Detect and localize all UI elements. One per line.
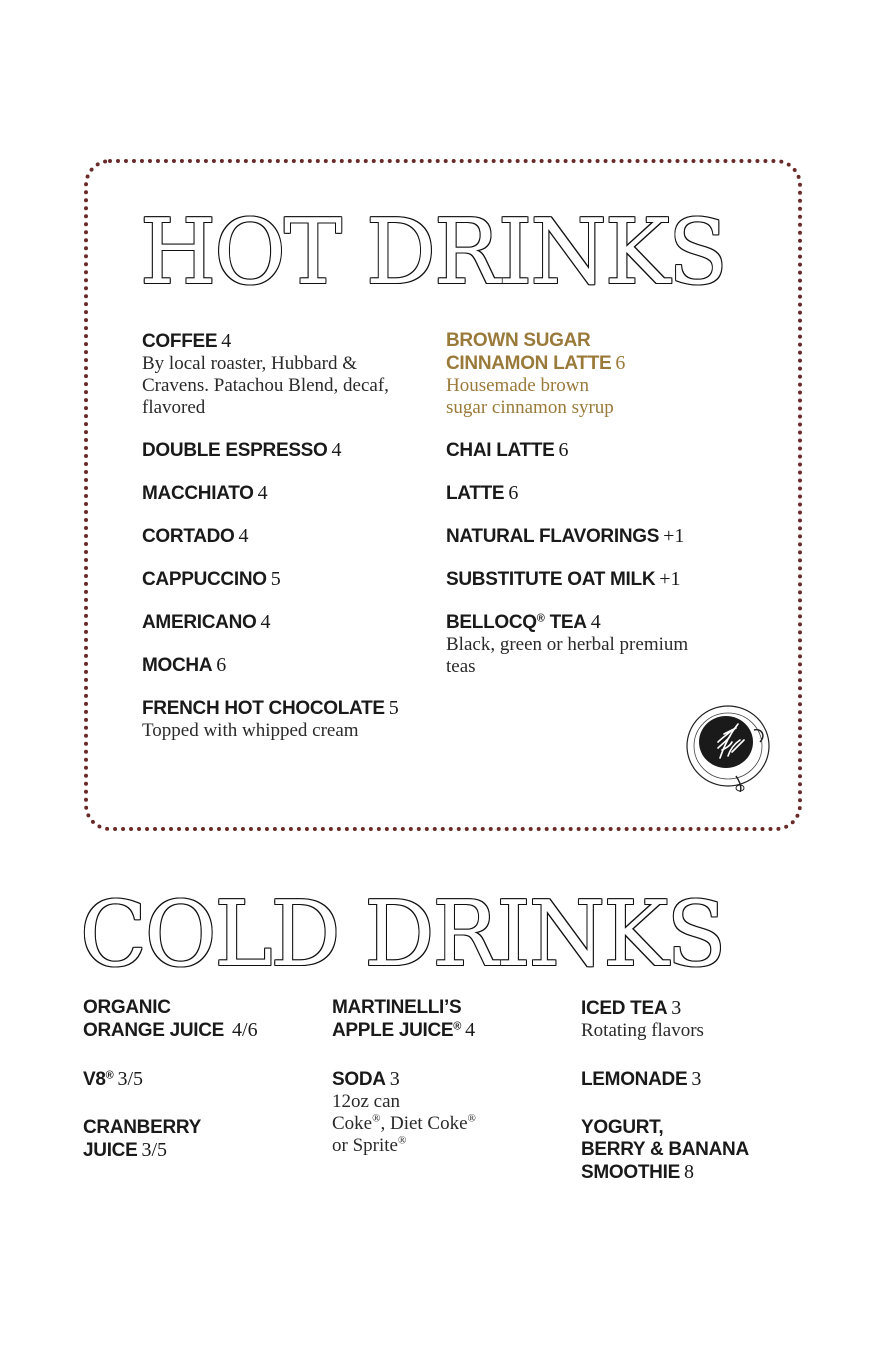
item-name: CINNAMON LATTE	[446, 353, 612, 374]
menu-item-soda	[332, 1068, 562, 1157]
menu-item-lemonade	[581, 1068, 831, 1091]
cold-column-1	[83, 997, 313, 1182]
item-name: CRANBERRY	[83, 1117, 201, 1138]
cold-column-3	[581, 997, 831, 1204]
item-price: 6	[558, 439, 569, 461]
menu-item-mocha	[142, 654, 432, 677]
item-name: SUBSTITUTE OAT MILK	[446, 569, 656, 590]
item-price: 6	[508, 482, 519, 504]
item-price: 4	[238, 525, 249, 547]
item-desc: Black, green or herbal premium	[446, 634, 689, 655]
item-price: 8	[683, 1161, 694, 1183]
hot-drinks-title: HOT DRINKS	[140, 200, 726, 305]
item-desc: Cravens. Patachou Blend, decaf,	[142, 375, 389, 396]
item-name: BELLOCQ	[446, 612, 537, 633]
registered-mark: ®	[397, 1134, 407, 1147]
item-price: 5	[270, 568, 281, 590]
item-name: AMERICANO	[142, 612, 257, 633]
item-name: YOGURT,	[581, 1117, 664, 1138]
registered-mark: ®	[372, 1112, 381, 1125]
desc-part: Coke	[332, 1113, 373, 1134]
registered-mark: ®	[105, 1069, 114, 1082]
registered-mark: ®	[467, 1112, 476, 1125]
item-desc	[332, 1135, 562, 1157]
menu-item-martinellis-apple-juice	[332, 997, 562, 1042]
menu-item-brown-sugar-cinnamon-latte	[446, 330, 746, 419]
menu-item-cranberry-juice	[83, 1117, 313, 1162]
menu-item-macchiato	[142, 482, 432, 505]
item-price: 3	[671, 997, 682, 1019]
menu-item-v8	[83, 1068, 313, 1091]
item-price: 3/5	[141, 1139, 168, 1161]
item-name: ICED TEA	[581, 998, 668, 1019]
item-price: +1	[659, 568, 681, 590]
item-name: CORTADO	[142, 526, 235, 547]
item-price: 3	[691, 1068, 702, 1090]
item-price: 4	[257, 482, 268, 504]
item-desc: flavored	[142, 397, 206, 418]
item-name: ORANGE JUICE	[83, 1020, 225, 1041]
item-price: 6	[615, 352, 626, 374]
menu-item-latte	[446, 482, 746, 505]
item-price: 3/5	[117, 1068, 144, 1090]
menu-item-americano	[142, 611, 432, 634]
registered-mark: ®	[453, 1020, 462, 1033]
item-desc: teas	[446, 656, 476, 677]
item-price: 4	[260, 611, 271, 633]
item-name: JUICE	[83, 1140, 138, 1161]
item-name: V8	[83, 1069, 106, 1090]
cold-column-2	[332, 997, 562, 1177]
item-price: 4	[590, 611, 601, 633]
item-price: 4/6	[232, 1019, 258, 1041]
item-name: BERRY & BANANA	[581, 1139, 749, 1160]
item-desc: sugar cinnamon syrup	[446, 397, 614, 418]
menu-item-cortado	[142, 525, 432, 548]
item-price: 5	[388, 697, 399, 719]
item-desc	[332, 1113, 562, 1135]
registered-mark: ®	[536, 612, 545, 625]
item-desc: By local roaster, Hubbard &	[142, 353, 358, 374]
hot-left-column	[142, 330, 432, 762]
cold-drinks-title: COLD DRINKS	[80, 882, 725, 987]
item-name: APPLE JUICE	[332, 1020, 454, 1041]
item-name: SMOOTHIE	[581, 1162, 680, 1183]
item-price: 6	[216, 654, 227, 676]
menu-item-chai-latte	[446, 439, 746, 462]
item-name: SODA	[332, 1069, 386, 1090]
menu-item-organic-orange-juice	[83, 997, 313, 1042]
item-name: MACCHIATO	[142, 483, 254, 504]
item-name: TEA	[544, 612, 587, 633]
item-name: FRENCH HOT CHOCOLATE	[142, 698, 385, 719]
menu-item-cappuccino	[142, 568, 432, 591]
item-name: MOCHA	[142, 655, 213, 676]
item-name: LATTE	[446, 483, 505, 504]
item-name: CHAI LATTE	[446, 440, 555, 461]
desc-part: , Diet Coke	[380, 1113, 468, 1134]
item-name: DOUBLE ESPRESSO	[142, 440, 328, 461]
item-desc: 12oz can	[332, 1091, 401, 1112]
item-desc: Housemade brown	[446, 375, 589, 396]
item-price: 4	[465, 1019, 476, 1041]
desc-part: or Sprite	[332, 1135, 398, 1156]
item-desc: Topped with whipped cream	[142, 720, 359, 741]
item-name: CAPPUCCINO	[142, 569, 267, 590]
menu-item-substitute-oat-milk	[446, 568, 746, 591]
item-name: NATURAL FLAVORINGS	[446, 526, 660, 547]
item-name: BROWN SUGAR	[446, 330, 591, 351]
item-price: 3	[389, 1068, 400, 1090]
item-name: MARTINELLI’S	[332, 997, 462, 1018]
latte-art-cup-icon	[684, 702, 774, 792]
menu-item-smoothie	[581, 1117, 831, 1184]
menu-item-iced-tea	[581, 997, 831, 1042]
hot-right-column	[446, 330, 746, 698]
item-price: +1	[663, 525, 685, 547]
menu-item-double-espresso	[142, 439, 432, 462]
item-name: LEMONADE	[581, 1069, 688, 1090]
item-price: 4	[221, 330, 232, 352]
item-price: 4	[331, 439, 342, 461]
item-name: COFFEE	[142, 331, 218, 352]
menu-item-bellocq-tea	[446, 611, 746, 678]
menu-item-french-hot-chocolate	[142, 697, 432, 742]
item-desc: Rotating flavors	[581, 1020, 704, 1041]
item-name: ORGANIC	[83, 997, 171, 1018]
menu-item-coffee	[142, 330, 432, 419]
menu-item-natural-flavorings	[446, 525, 746, 548]
